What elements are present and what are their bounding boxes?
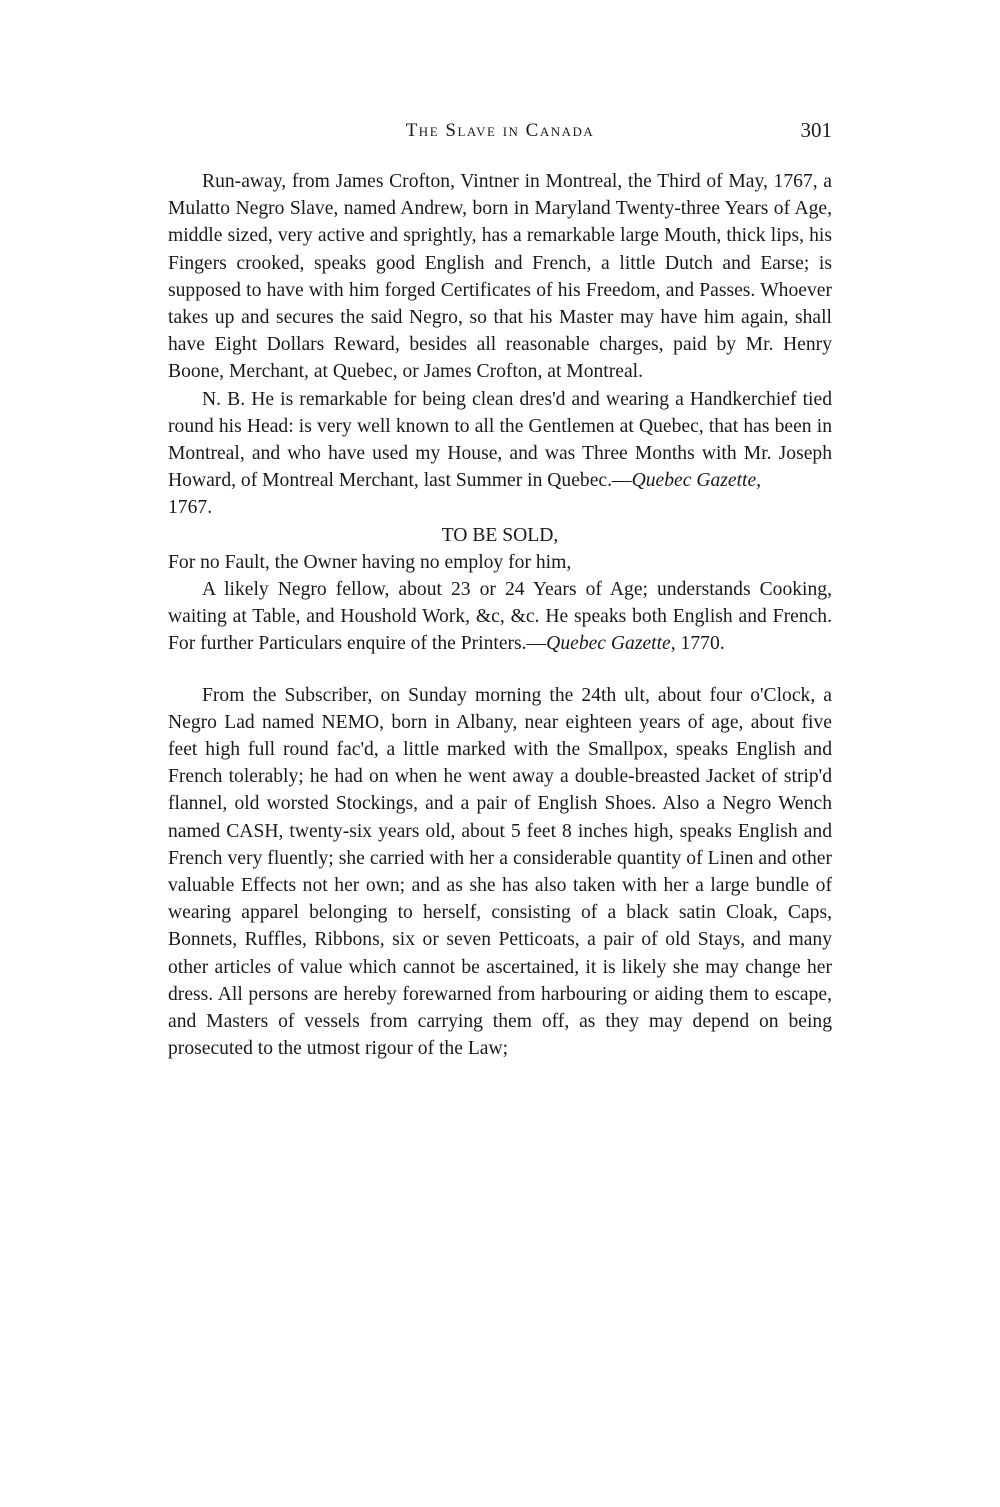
ad-runaway-andrew [168, 168, 832, 386]
page-header [168, 118, 832, 148]
body-text [168, 168, 832, 1063]
section-gap [168, 658, 832, 682]
ad-runaway-nemo-cash [168, 682, 832, 1063]
running-title: The Slave in Canada [405, 120, 595, 141]
to-be-sold-line1: For no Fault, the Owner having no employ for him, [168, 551, 572, 573]
nb-citation: Quebec Gazette, [631, 470, 762, 492]
to-be-sold-heading: TO BE SOLD, [441, 524, 559, 546]
ad-runaway-nemo-cash-text: From the Subscriber, on Sunday morning the 24th ult, about four o'Clock, a Negro Lad named NEMO, born in Albany, near eighteen years of age, about five feet high full round fac'd, a little marked with the Smallpox, speaks English and French tolerably; he had on when he went away a double-breasted Jacket of strip'd flannel, old worsted Stockings, and a pair of English Shoes. Also a Negro Wench named CASH, twenty-six years old, about 5 feet 8 inches high, speaks English and French very fluently; she carried with her a considerable quantity of Linen and other valuable Effects not her own; and as she has also taken with her a large bundle of wearing apparel belonging to herself, consisting of a black satin Cloak, Caps, Bonnets, Ruffles, Ribbons, six or seven Petticoats, a pair of old Stays, and many other articles of value which cannot be ascertained, it is likely she may change her dress. All persons are hereby forewarned from harbouring or aiding them to escape, and Masters of vessels from carrying them off, as they may depend on being prosecuted to the utmost rigour of the Law; [168, 684, 832, 1060]
ad-runaway-andrew-text: Run-away, from James Crofton, Vintner in Montreal, the Third of May, 1767, a Mulatto Negro Slave, named Andrew, born in Maryland Twenty-three Years of Age, middle sized, very active and sprightly, has a remarkable large Mouth, thick lips, his Fingers crooked, speaks good English and French, a little Dutch and Earse; is supposed to have with him forged Certificates of his Freedom, and Passes. Whoever takes up and secures the said Negro, so that his Master may have him again, shall have Eight Dollars Reward, besides all reasonable charges, paid by Mr. Henry Boone, Merchant, at Quebec, or James Crofton, at Montreal. [168, 171, 832, 383]
nb-year: 1767. [168, 497, 213, 519]
ad-to-be-sold-year: 1770. [675, 633, 725, 655]
ad-to-be-sold [168, 576, 832, 658]
ad-to-be-sold-citation: Quebec Gazette, [546, 633, 676, 655]
ad-runaway-andrew-note [168, 386, 832, 522]
ad-to-be-sold-text: A likely Negro fellow, about 23 or 24 Years of Age; understands Cooking, waiting at Table, and Houshold Work, &c, &c. He speaks both English and French. For further Particulars enquire of the Printers.— [168, 579, 832, 655]
page-number: 301 [800, 118, 832, 142]
nb-text: N. B. He is remarkable for being clean dres'd and wearing a Handkerchief tied round his Head: is very well known to all the Gentlemen at Quebec, that has been in Montreal, and who have used my House, and was Three Months with Mr. Joseph Howard, of Montreal Merchant, last Summer in Quebec.— [168, 388, 832, 492]
